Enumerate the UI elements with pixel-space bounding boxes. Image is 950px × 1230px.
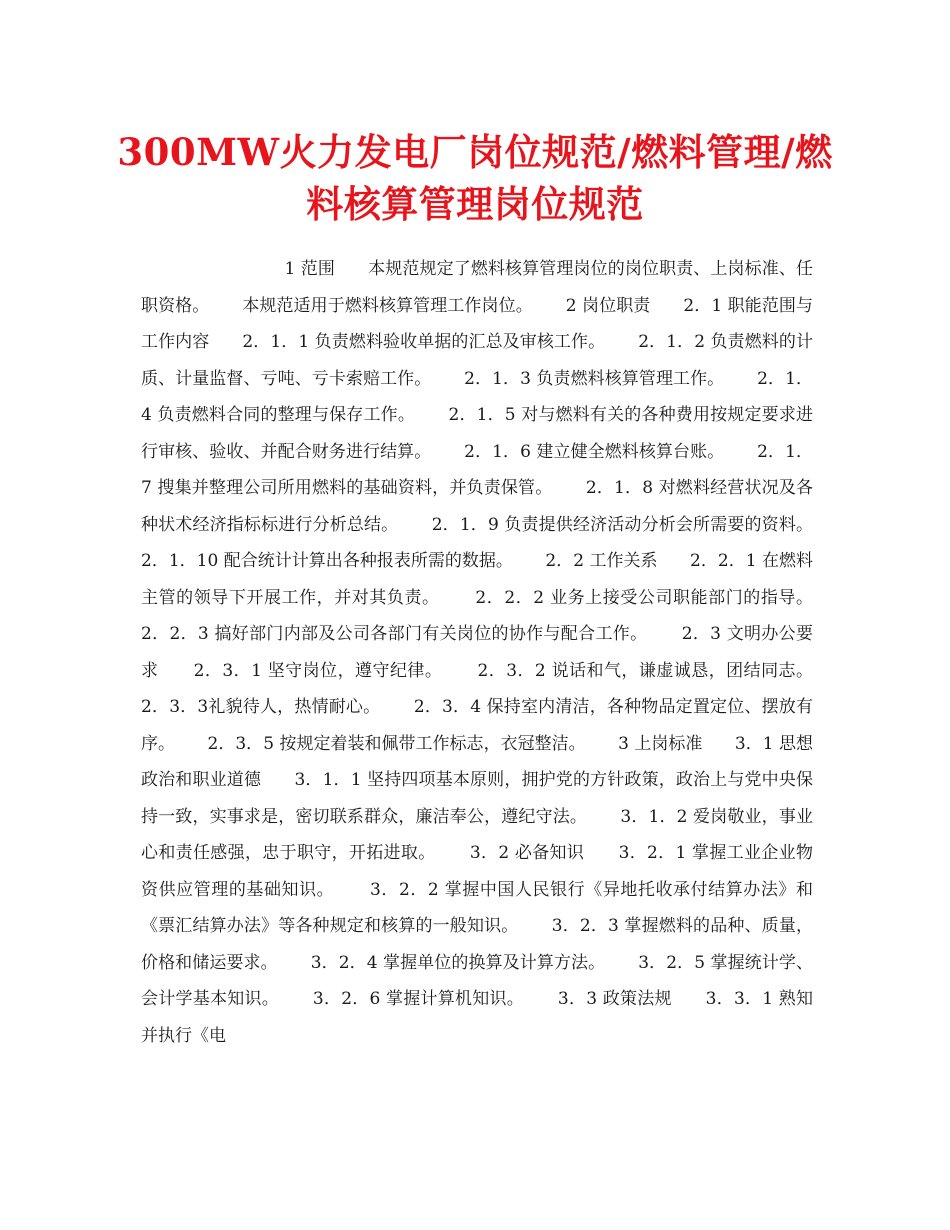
document-body: 1 范围 本规范规定了燃料核算管理岗位的岗位职责、上岗标准、任职资格。 本规范适用于燃料核算管理工作岗位。 2 岗位职责 2．1 职能范围与工作内容 2．1．1 负责燃料验收单据的汇总及审核工作。 2．1．2 负责燃料的计质、计量监督、亏吨、亏卡索赔工作。 2．1．3 负责燃料核算管理工作。 2．1．4 负责燃料合同的整理与保存工作。 2．1．5 对与燃料有关的各种费用按规定要求进行审核、验收、并配合财务进行结算。 2．1．6 建立健全燃料核算台账。 2．1．7 搜集并整理公司所用燃料的基础资料，并负责保管。 2．1．8 对燃料经营状况及各种状术经济指标标进行分析总结。 2．1．9 负责提供经济活动分析会所需要的资料。 2．1．10 配合统计计算出各种报表所需的数据。 2．2 工作关系 2．2．1 在燃料主管的领导下开展工作，并对其负责。 2．2．2 业务上接受公司职能部门的指导。 2．2．3 搞好部门内部及公司各部门有关岗位的协作与配合工作。 2．3 文明办公要求 2．3．1 坚守岗位，遵守纪律。 2．3．2 说话和气，谦虚诚恳，团结同志。 2．3．3礼貌待人，热情耐心。 2．3．4 保持室内清洁，各种物品定置定位、摆放有序。 2．3．5 按规定着装和佩带工作标志，衣冠整洁。 3 上岗标准 3．1 思想政治和职业道德 3．1．1 坚持四项基本原则，拥护党的方针政策，政治上与党中央保持一致，实事求是，密切联系群众，廉洁奉公，遵纪守法。 3．1．2 爱岗敬业，事业心和责任感强，忠于职守，开拓进取。 3．2 必备知识 3．2．1 掌握工业企业物资供应管理的基础知识。 3．2．2 掌握中国人民银行《异地托收承付结算办法》和《票汇结算办法》等各种规定和核算的一般知识。 3．2．3 掌握燃料的品种、质量，价格和储运要求。 3．2．4 掌握单位的换算及计算方法。 3．2．5 掌握统计学、会计学基本知识。 3．2．6 掌握计算机知识。 3．3 政策法规 3．3．1 熟知并执行《电	[141, 259, 846, 1046]
document-title: 300MW火力发电厂岗位规范/燃料管理/燃料核算管理岗位规范	[117, 130, 833, 226]
